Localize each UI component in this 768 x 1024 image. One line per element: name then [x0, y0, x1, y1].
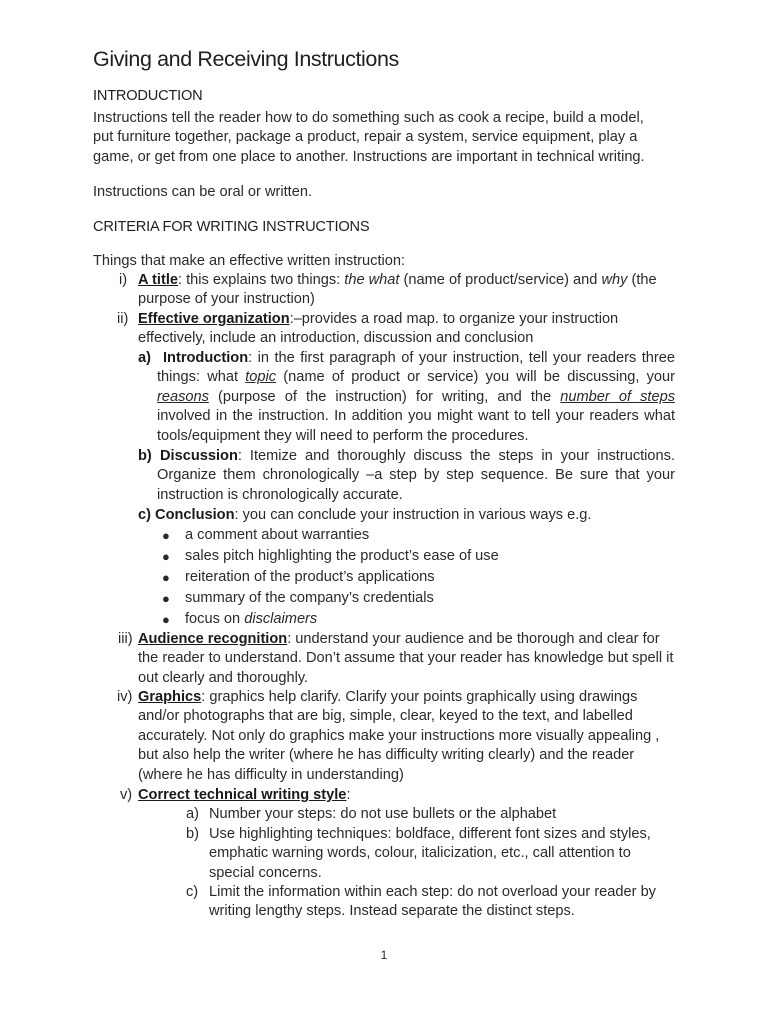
- document-title: Giving and Receiving Instructions: [93, 47, 399, 71]
- style-item: Limit the information within each step: do not overload your reader by writing lengthy steps. Instead separate the distinct steps.: [209, 884, 656, 920]
- list-marker-v: v): [120, 787, 133, 803]
- list-item: sales pitch highlighting the product’s ease of use: [185, 548, 499, 564]
- criterion-label: Audience recognition: [138, 631, 288, 647]
- sub-marker-a: a): [138, 350, 151, 366]
- organization-discussion: Discussion: Itemize and thoroughly discuss the steps in your instructions. Organize them chronologically –a step by step sequence. Be sure that your instruction is chronologically accurate.: [157, 448, 675, 503]
- bullet-icon: ●: [162, 549, 170, 564]
- organization-introduction: Introduction: in the first paragraph of your instruction, tell your readers three things: what topic (name of product or service) you will be discussing, your reasons (purpose of the instruction) for writing, and the number of steps involved in the instruction. In addition you might want to tell your readers what tools/equipment they will need to perform the procedures.: [157, 350, 675, 444]
- sub-label: Conclusion: [155, 507, 235, 523]
- list-marker-iii: iii): [118, 631, 133, 647]
- criterion-title: A title: this explains two things: the what (name of product/service) and why (the purpose of your instruction): [138, 272, 657, 308]
- list-marker-ii: ii): [117, 311, 129, 327]
- criteria-lead: Things that make an effective written instruction:: [93, 253, 406, 269]
- criterion-label: Effective organization: [138, 311, 290, 327]
- page-number: 1: [380, 948, 388, 962]
- criterion-label: Correct technical writing style: [138, 787, 347, 803]
- style-item: Use highlighting techniques: boldface, different font sizes and styles, emphatic warning words, colour, italicization, etc., call attention to special concerns.: [209, 826, 651, 881]
- bullet-icon: ●: [162, 591, 170, 606]
- introduction-paragraph: Instructions tell the reader how to do something such as cook a recipe, build a model, put furniture together, package a product, repair a system, service equipment, play a game, or get from one place to another. Instructions are important in technical writing.: [93, 110, 645, 165]
- list-item: reiteration of the product’s applications: [185, 569, 435, 585]
- sub-marker-c: c): [138, 507, 151, 523]
- organization-conclusion: c) Conclusion: you can conclude your instruction in various ways e.g.: [138, 507, 592, 523]
- bullet-icon: ●: [162, 612, 170, 627]
- criteria-heading: CRITERIA FOR WRITING INSTRUCTIONS: [93, 219, 370, 235]
- sub-label: Introduction: [163, 350, 249, 366]
- sub-marker-b: b): [138, 448, 152, 464]
- style-item: Number your steps: do not use bullets or the alphabet: [209, 806, 557, 822]
- list-marker-iv: iv): [117, 689, 133, 705]
- list-item: summary of the company’s credentials: [185, 590, 434, 606]
- list-marker-i: i): [119, 272, 128, 288]
- style-marker-a: a): [186, 806, 199, 822]
- criterion-label: Graphics: [138, 689, 202, 705]
- criterion-graphics: Graphics: graphics help clarify. Clarify your points graphically using drawings and/or photographs that are big, simple, clear, keyed to the text, and labelled accurately. Not only do graphics make your instructions more visually appealing , but also help the writer (where he has difficulty writing clearly) and the reader (where he has difficulty in understanding): [138, 689, 660, 783]
- introduction-heading: INTRODUCTION: [93, 88, 203, 104]
- sub-label: Discussion: [160, 448, 238, 464]
- criterion-organization: Effective organization:–provides a road map. to organize your instruction effectively, include an introduction, discussion and conclusion: [138, 311, 619, 347]
- list-item: focus on disclaimers: [185, 611, 318, 627]
- oral-written-paragraph: Instructions can be oral or written.: [93, 184, 313, 200]
- style-marker-b: b): [186, 826, 199, 842]
- bullet-icon: ●: [162, 570, 170, 585]
- bullet-icon: ●: [162, 528, 170, 543]
- criterion-audience: Audience recognition: understand your audience and be thorough and clear for the reader to understand. Don’t assume that your reader has knowledge but spell it out clearly and thoroughly.: [138, 631, 674, 686]
- style-marker-c: c): [186, 884, 199, 900]
- criterion-label: A title: [138, 272, 178, 288]
- list-item: a comment about warranties: [185, 527, 370, 543]
- criterion-style: Correct technical writing style:: [138, 787, 351, 803]
